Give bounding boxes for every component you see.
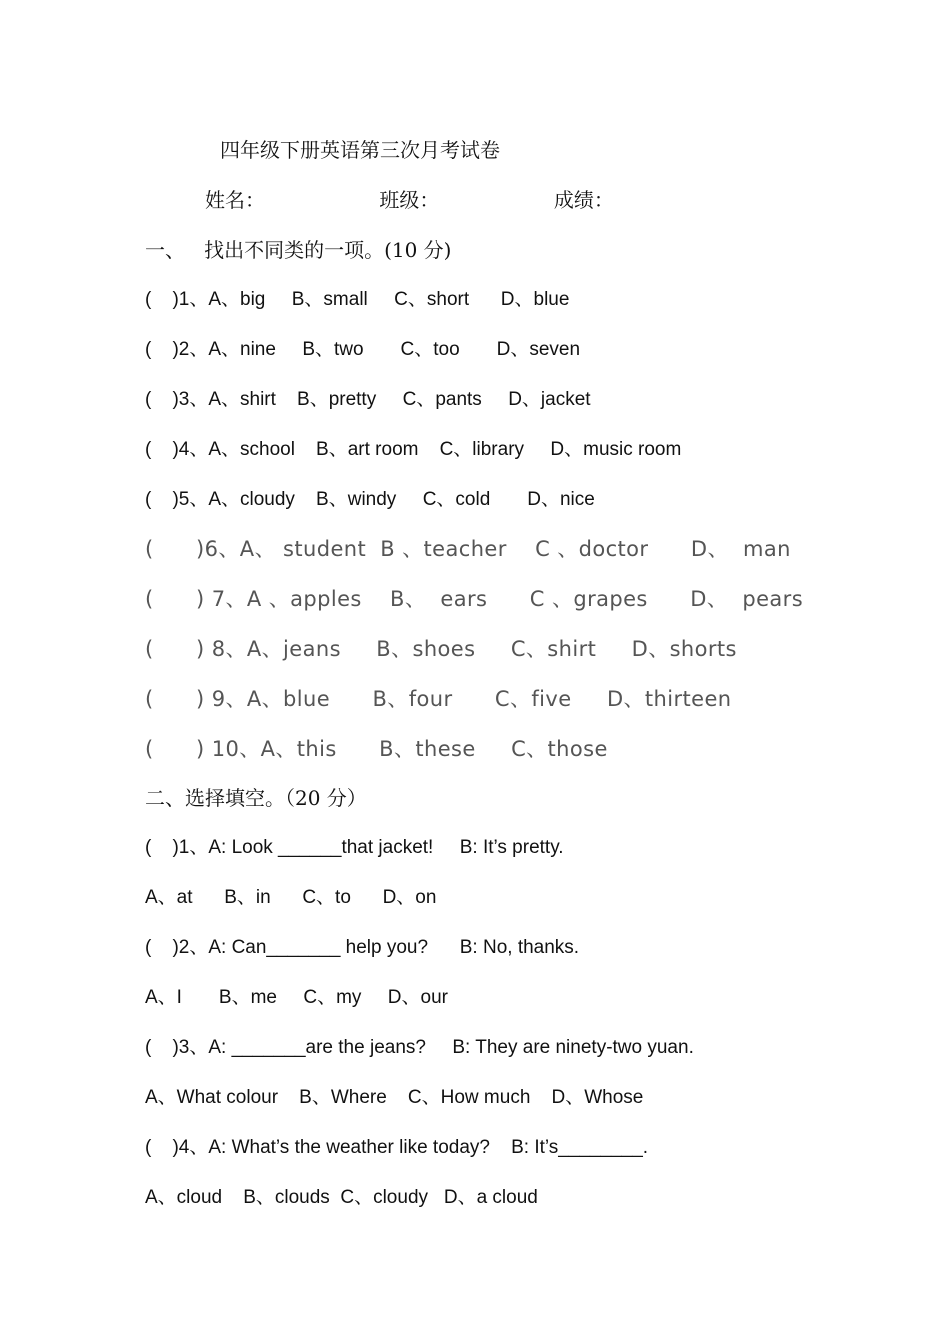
- section2-options-1: A、at B、in C、to D、on: [145, 887, 437, 908]
- section1-item-5: ( )5、A、cloudy B、windy C、cold D、nice: [145, 489, 595, 510]
- section2-question-3: ( )3、A: _______are the jeans? B: They are ninety-two yuan.: [145, 1037, 694, 1058]
- section1-item-3: ( )3、A、shirt B、pretty C、pants D、jacket: [145, 389, 591, 410]
- page-title: 四年级下册英语第三次月考试卷: [220, 138, 500, 162]
- section1-heading: 一、 找出不同类的一项。(10 分): [145, 238, 452, 262]
- section1-item-4: ( )4、A、school B、art room C、library D、music room: [145, 439, 682, 460]
- section2-heading: 二、选择填空。（20 分）: [145, 786, 367, 810]
- section1-item-8: ( ) 8、A、jeans B、shoes C、shirt D、shorts: [145, 637, 737, 661]
- section1-item-7: ( ) 7、A 、apples B、 ears C 、grapes D、 pears: [145, 587, 804, 611]
- section2-options-2: A、I B、me C、my D、our: [145, 987, 448, 1008]
- section2-options-4: A、cloud B、clouds C、cloudy D、a cloud: [145, 1187, 538, 1208]
- section2-options-3: A、What colour B、Where C、How much D、Whose: [145, 1087, 644, 1108]
- student-info-row: 姓名： 班级： 成绩：: [205, 188, 614, 212]
- section2-question-2: ( )2、A: Can_______ help you? B: No, thanks.: [145, 937, 580, 958]
- section1-item-1: ( )1、A、big B、small C、short D、blue: [145, 289, 570, 310]
- section1-item-6: ( )6、A、 student B 、teacher C 、doctor D、 man: [145, 537, 791, 561]
- section2-question-4: ( )4、A: What’s the weather like today? B: It’s________.: [145, 1137, 649, 1158]
- section1-item-10: ( ) 10、A、this B、these C、those: [145, 737, 608, 761]
- section2-question-1: ( )1、A: Look ______that jacket! B: It’s pretty.: [145, 837, 564, 858]
- section1-item-2: ( )2、A、nine B、two C、too D、seven: [145, 339, 581, 360]
- section1-item-9: ( ) 9、A、blue B、four C、five D、thirteen: [145, 687, 732, 711]
